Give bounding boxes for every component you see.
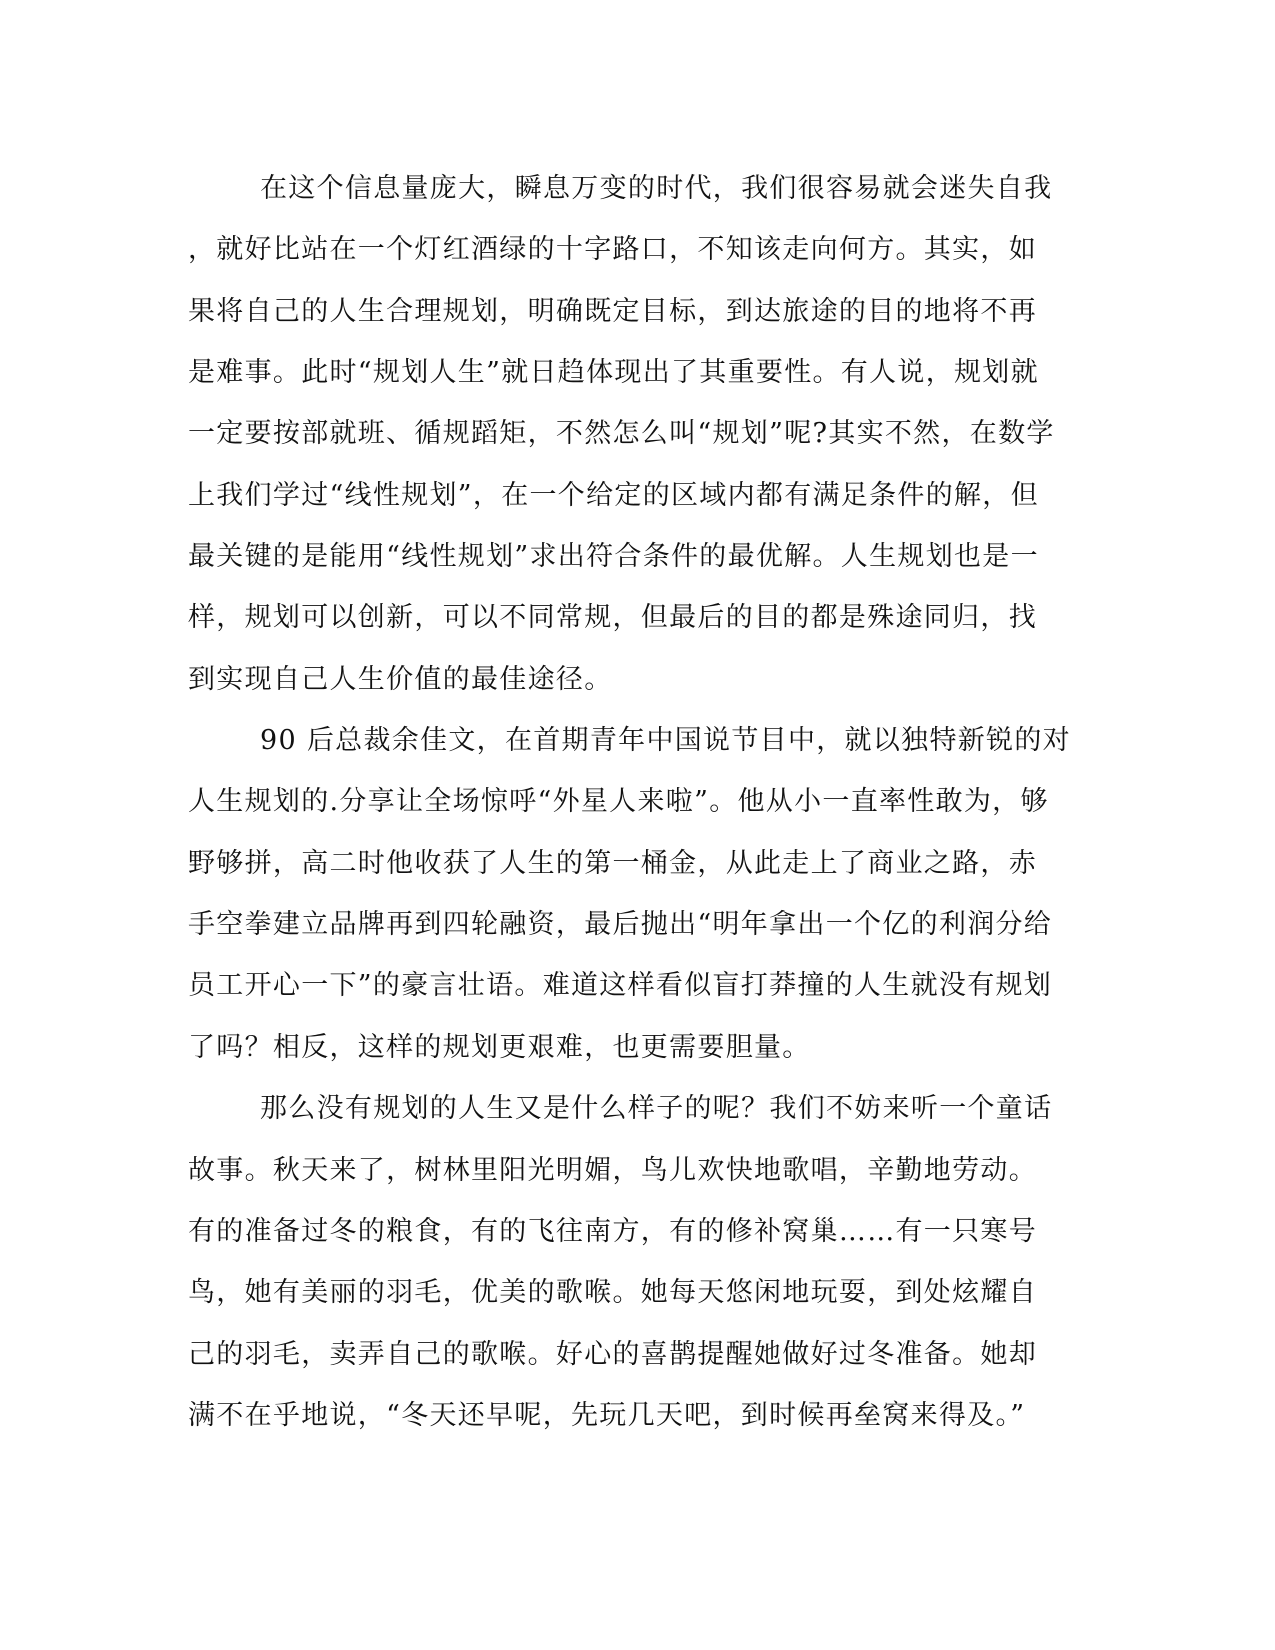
paragraph-line: 满不在乎地说，“冬天还早呢，先玩几天吧，到时候再垒窝来得及。” (188, 1399, 1026, 1431)
paragraph-line: 了吗？相反，这样的规划更艰难，也更需要胆量。 (188, 1031, 811, 1063)
paragraph-line: 故事。秋天来了，树林里阳光明媚，鸟儿欢快地歌唱，辛勤地劳动。 (188, 1154, 1037, 1186)
paragraph-line: 上我们学过“线性规划”，在一个给定的区域内都有满足条件的解，但 (188, 479, 1039, 511)
paragraph-2 (188, 710, 1074, 1078)
paragraph-line: 果将自己的人生合理规划，明确既定目标，到达旅途的目的地将不再 (188, 295, 1037, 327)
paragraph-line: 是难事。此时“规划人生”就日趋体现出了其重要性。有人说，规划就 (188, 357, 1039, 389)
paragraph-line: 鸟，她有美丽的羽毛，优美的歌喉。她每天悠闲地玩耍，到处炫耀自 (188, 1277, 1037, 1309)
paragraph-line: 有的准备过冬的粮食，有的飞往南方，有的修补窝巢……有一只寒号 (188, 1215, 1037, 1247)
paragraph-line: ，就好比站在一个灯红酒绿的十字路口，不知该走向何方。其实，如 (188, 234, 1037, 266)
paragraph-line: 野够拼，高二时他收获了人生的第一桶金，从此走上了商业之路，赤 (188, 847, 1037, 879)
document-body (188, 158, 1074, 1446)
paragraph-line: 人生规划的.分享让全场惊呼“外星人来啦”。他从小一直率性敢为，够 (188, 786, 1049, 818)
paragraph-line: 那么没有规划的人生又是什么样子的呢？我们不妨来听一个童话 (260, 1093, 1053, 1125)
paragraph-line: 最关键的是能用“线性规划”求出符合条件的最优解。人生规划也是一 (188, 541, 1039, 573)
paragraph-line: 员工开心一下”的豪言壮语。难道这样看似盲打莽撞的人生就没有规划 (188, 970, 1053, 1002)
paragraph-line: 样，规划可以创新，可以不同常规，但最后的目的都是殊途同归，找 (188, 602, 1037, 634)
paragraph-1 (188, 158, 1074, 710)
paragraph-3 (188, 1078, 1074, 1446)
paragraph-line: 己的羽毛，卖弄自己的歌喉。好心的喜鹊提醒她做好过冬准备。她却 (188, 1338, 1037, 1370)
paragraph-line: 一定要按部就班、循规蹈矩，不然怎么叫“规划”呢?其实不然，在数学 (188, 418, 1055, 450)
paragraph-line: 到实现自己人生价值的最佳途径。 (188, 663, 613, 695)
paragraph-line: 手空拳建立品牌再到四轮融资，最后抛出“明年拿出一个亿的利润分给 (188, 909, 1053, 941)
paragraph-line: 90 后总裁余佳文，在首期青年中国说节目中，就以独特新锐的对 (260, 725, 1071, 757)
paragraph-line: 在这个信息量庞大，瞬息万变的时代，我们很容易就会迷失自我 (260, 173, 1053, 204)
